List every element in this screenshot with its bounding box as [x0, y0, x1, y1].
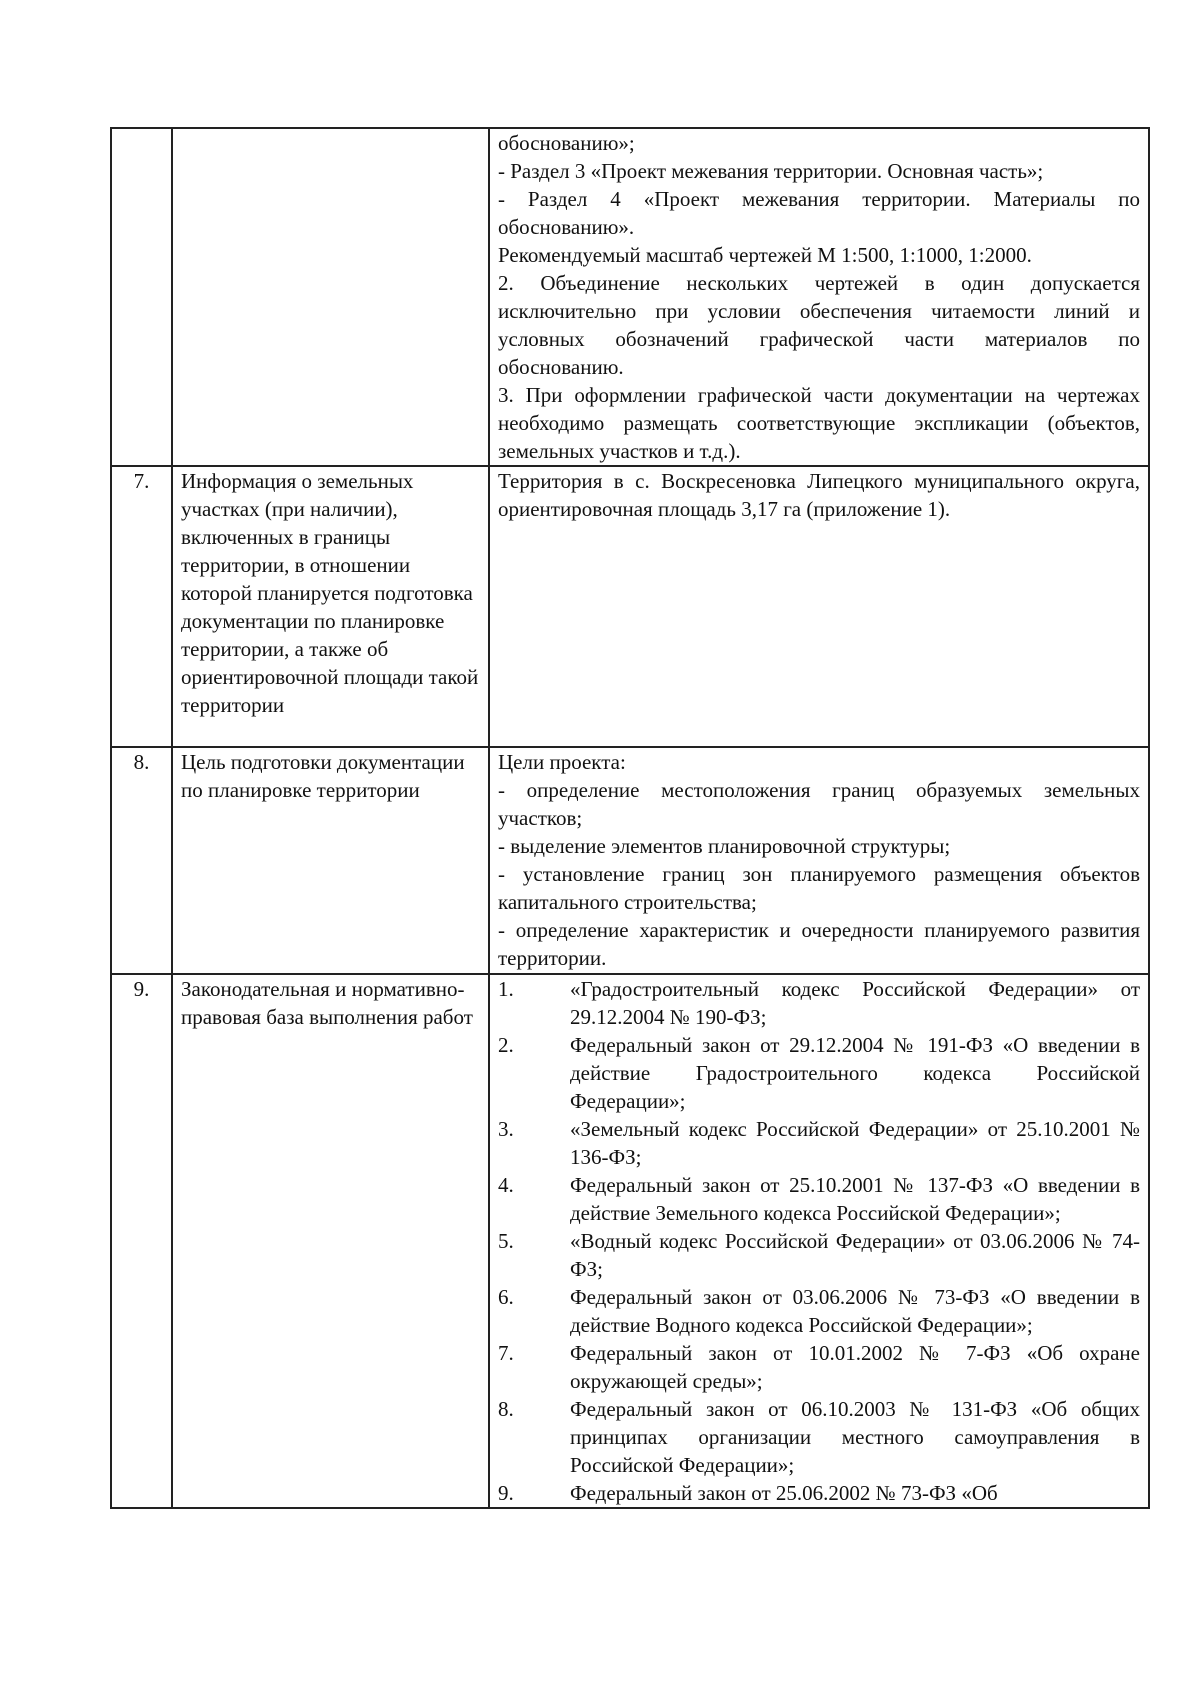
item-text: Федеральный закон от 10.01.2002 № 7-ФЗ «Об охране окружающей среды»;	[570, 1341, 1140, 1393]
row-number: 7.	[111, 466, 172, 747]
item-number: 9.	[498, 1481, 514, 1505]
row-title: Законодательная и нормативно-правовая база выполнения работ	[172, 974, 489, 1508]
item-number: 1.	[498, 977, 514, 1001]
row-number: 9.	[111, 974, 172, 1508]
law-list-item	[498, 1115, 1140, 1171]
row-title: Информация о земельных участках (при наличии), включенных в границы территории, в отношении которой планируется подготовка документации по планировке территории, а также об ориентировочной площади такой территории	[172, 466, 489, 747]
description-line: обоснованию»;	[498, 131, 635, 155]
description-line: Рекомендуемый масштаб чертежей М 1:500, 1:1000, 1:2000.	[498, 243, 1032, 267]
item-number: 3.	[498, 1117, 514, 1141]
item-text: Федеральный закон от 25.06.2002 № 73-ФЗ «Об	[570, 1481, 998, 1505]
item-number: 5.	[498, 1229, 514, 1253]
row-description	[489, 466, 1149, 747]
description-line: - выделение элементов планировочной структуры;	[498, 834, 951, 858]
law-list-item	[498, 1283, 1140, 1339]
item-text: Федеральный закон от 06.10.2003 № 131-ФЗ «Об общих принципах организации местного самоуправления в Российской Федерации»;	[570, 1397, 1140, 1477]
law-list-item	[498, 1227, 1140, 1283]
item-text: Федеральный закон от 03.06.2006 № 73-ФЗ «О введении в действие Водного кодекса Российской Федерации»;	[570, 1285, 1140, 1337]
item-number: 7.	[498, 1341, 514, 1365]
description-line: 3. При оформлении графической части документации на чертежах необходимо размещать соответствующие экспликации (объектов, земельных участков и т.д.).	[498, 383, 1140, 463]
item-number: 2.	[498, 1033, 514, 1057]
description-line: Территория в с. Воскресеновка Липецкого муниципального округа, ориентировочная площадь 3,17 га (приложение 1).	[498, 469, 1140, 521]
law-list-item	[498, 1339, 1140, 1395]
description-line: - установление границ зон планируемого размещения объектов капитального строительства;	[498, 862, 1140, 914]
description-line: - Раздел 4 «Проект межевания территории. Материалы по обоснованию».	[498, 187, 1140, 239]
law-list-item	[498, 1031, 1140, 1115]
row-title: Цель подготовки документации по планировке территории	[172, 747, 489, 974]
row-title	[172, 128, 489, 466]
item-number: 4.	[498, 1173, 514, 1197]
terms-of-reference-table	[110, 127, 1150, 1509]
description-line: Цели проекта:	[498, 750, 626, 774]
law-list-item	[498, 1171, 1140, 1227]
law-list-item	[498, 975, 1140, 1031]
row-description	[489, 974, 1149, 1508]
table-row	[111, 128, 1149, 466]
row-number: 8.	[111, 747, 172, 974]
table-row	[111, 747, 1149, 974]
item-text: «Водный кодекс Российской Федерации» от 03.06.2006 № 74-ФЗ;	[570, 1229, 1140, 1281]
description-line: 2. Объединение нескольких чертежей в один допускается исключительно при условии обеспечения читаемости линий и условных обозначений графической части материалов по обоснованию.	[498, 271, 1140, 379]
item-text: Федеральный закон от 25.10.2001 № 137-ФЗ «О введении в действие Земельного кодекса Российской Федерации»;	[570, 1173, 1140, 1225]
row-description	[489, 747, 1149, 974]
law-list-item	[498, 1479, 1140, 1507]
item-number: 6.	[498, 1285, 514, 1309]
item-text: «Земельный кодекс Российской Федерации» от 25.10.2001 № 136-ФЗ;	[570, 1117, 1140, 1169]
item-text: Федеральный закон от 29.12.2004 № 191-ФЗ «О введении в действие Градостроительного кодекса Российской Федерации»;	[570, 1033, 1140, 1113]
law-list-item	[498, 1395, 1140, 1479]
item-text: «Градостроительный кодекс Российской Федерации» от 29.12.2004 № 190-ФЗ;	[570, 977, 1140, 1029]
table-row	[111, 466, 1149, 747]
description-line: - определение характеристик и очередности планируемого развития территории.	[498, 918, 1140, 970]
row-number	[111, 128, 172, 466]
item-number: 8.	[498, 1397, 514, 1421]
description-line: - Раздел 3 «Проект межевания территории. Основная часть»;	[498, 159, 1044, 183]
table-row	[111, 974, 1149, 1508]
description-line: - определение местоположения границ образуемых земельных участков;	[498, 778, 1140, 830]
row-description	[489, 128, 1149, 466]
